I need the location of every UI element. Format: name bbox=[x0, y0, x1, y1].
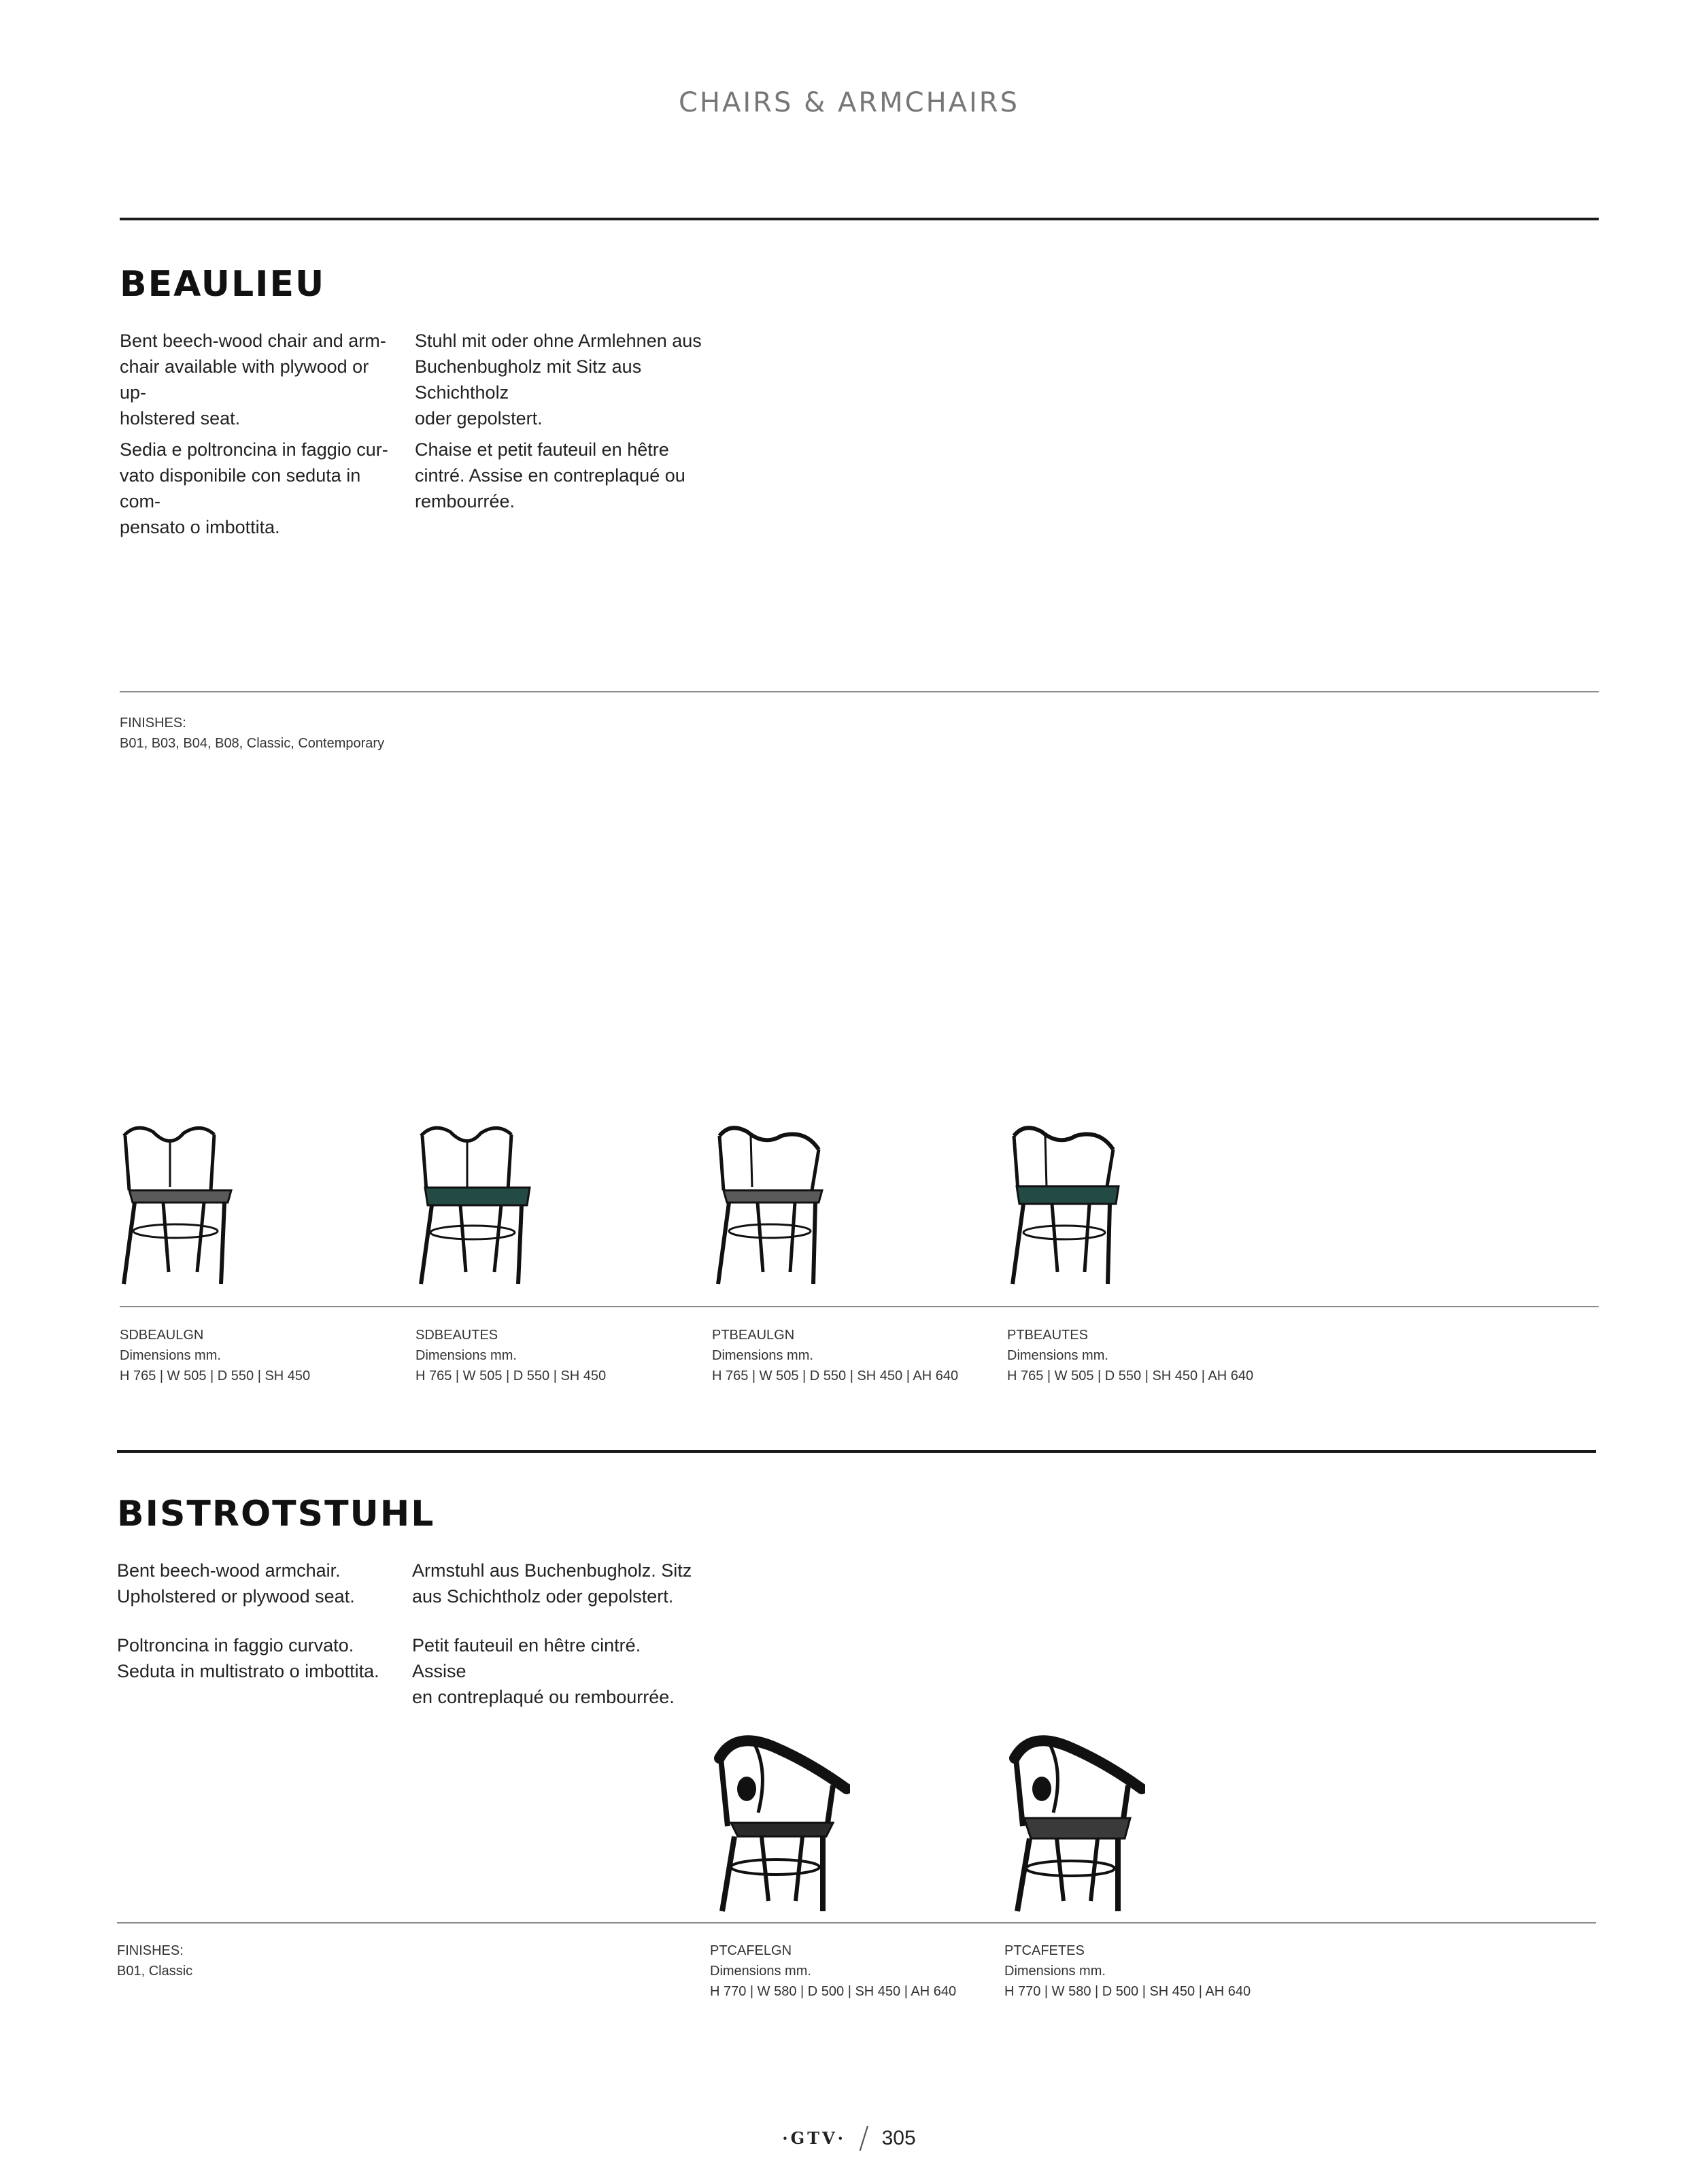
section-divider-bistrotstuhl bbox=[117, 1450, 1596, 1453]
product-code-sdbeaulgn: SDBEAULGN bbox=[120, 1328, 204, 1343]
finishes-value: B01, B03, B04, B08, Classic, Contemporary bbox=[120, 736, 385, 751]
dimensions-label: Dimensions mm. bbox=[120, 1348, 221, 1363]
product-code-ptcafetes: PTCAFETES bbox=[1004, 1943, 1085, 1958]
finishes-value: B01, Classic bbox=[117, 1964, 193, 1979]
product-code-sdbeautes: SDBEAUTES bbox=[415, 1328, 498, 1343]
section-divider-beaulieu bbox=[120, 218, 1599, 220]
dimensions-value: H 765 | W 505 | D 550 | SH 450 bbox=[415, 1368, 607, 1383]
page-footer bbox=[0, 2121, 1698, 2155]
description-it: Sedia e poltroncina in faggio cur- vato disponibile con seduta in com- pensato o imbottita. bbox=[120, 439, 388, 537]
page-number: 305 bbox=[881, 2126, 916, 2149]
dimensions-value: H 765 | W 505 | D 550 | SH 450 | AH 640 bbox=[1007, 1368, 1254, 1383]
footer-separator: / bbox=[858, 2121, 869, 2155]
finishes-label: FINISHES: bbox=[117, 1943, 184, 1958]
products-divider-bistrotstuhl bbox=[117, 1922, 1596, 1923]
product-image-ptcafelgn bbox=[707, 1731, 850, 1915]
category-header: CHAIRS & ARMCHAIRS bbox=[679, 87, 1019, 118]
product-image-ptbeautes bbox=[1004, 1122, 1127, 1292]
product-code-ptbeautes: PTBEAUTES bbox=[1007, 1328, 1088, 1343]
product-code-ptcafelgn: PTCAFELGN bbox=[710, 1943, 792, 1958]
dimensions-value: H 765 | W 505 | D 550 | SH 450 bbox=[120, 1368, 311, 1383]
finishes-label: FINISHES: bbox=[120, 716, 186, 730]
dimensions-label: Dimensions mm. bbox=[1007, 1348, 1108, 1363]
dimensions-label: Dimensions mm. bbox=[710, 1964, 811, 1979]
product-image-sdbeaulgn bbox=[116, 1122, 238, 1292]
description-de: Armstuhl aus Buchenbugholz. Sitz aus Schichtholz oder gepolstert. bbox=[412, 1560, 692, 1607]
description-de: Stuhl mit oder ohne Armlehnen aus Buchenbugholz mit Sitz aus Schichtholz oder gepolstert. bbox=[415, 331, 702, 429]
dimensions-label: Dimensions mm. bbox=[712, 1348, 813, 1363]
dimensions-value: H 765 | W 505 | D 550 | SH 450 | AH 640 bbox=[712, 1368, 959, 1383]
product-code-ptbeaulgn: PTBEAULGN bbox=[712, 1328, 795, 1343]
product-title-beaulieu: BEAULIEU bbox=[120, 264, 326, 305]
description-fr: Petit fauteuil en hêtre cintré. Assise en contreplaqué ou rembourrée. bbox=[412, 1635, 675, 1707]
product-image-sdbeautes bbox=[413, 1122, 535, 1292]
description-fr: Chaise et petit fauteuil en hêtre cintré. Assise en contreplaqué ou rembourrée. bbox=[415, 439, 685, 511]
description-en: Bent beech-wood armchair. Upholstered or plywood seat. bbox=[117, 1560, 355, 1607]
dimensions-label: Dimensions mm. bbox=[1004, 1964, 1106, 1979]
dimensions-value: H 770 | W 580 | D 500 | SH 450 | AH 640 bbox=[1004, 1984, 1251, 1999]
product-title-bistrotstuhl: BISTROTSTUHL bbox=[117, 1494, 435, 1534]
finishes-divider bbox=[120, 691, 1599, 692]
description-it: Poltroncina in faggio curvato. Seduta in multistrato o imbottita. bbox=[117, 1635, 379, 1681]
description-en: Bent beech-wood chair and arm- chair available with plywood or up- holstered seat. bbox=[120, 331, 386, 429]
brand-logo: ·GTV· bbox=[782, 2128, 846, 2148]
product-image-ptbeaulgn bbox=[710, 1122, 832, 1292]
dimensions-value: H 770 | W 580 | D 500 | SH 450 | AH 640 bbox=[710, 1984, 957, 1999]
product-image-ptcafetes bbox=[1002, 1731, 1145, 1915]
products-divider-beaulieu bbox=[120, 1306, 1599, 1307]
dimensions-label: Dimensions mm. bbox=[415, 1348, 517, 1363]
